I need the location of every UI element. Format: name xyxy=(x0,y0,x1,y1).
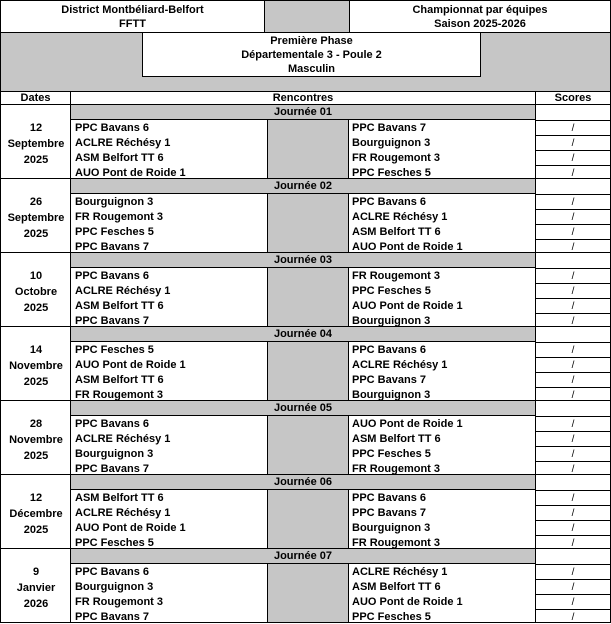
away-team: Bourguignon 3 xyxy=(352,137,431,149)
date-line: Septembre xyxy=(7,212,65,224)
scores-column-header: Scores xyxy=(535,91,611,105)
journee-label: Journée 05 xyxy=(71,401,535,416)
rencontres-cell xyxy=(70,178,536,253)
federation-name: FFTT xyxy=(119,17,146,30)
home-team: PPC Fesches 5 xyxy=(75,344,154,356)
dates-column-header: Dates xyxy=(0,91,71,105)
home-team: Bourguignon 3 xyxy=(75,581,154,593)
score-field[interactable]: / xyxy=(536,505,610,520)
away-team: Bourguignon 3 xyxy=(352,522,431,534)
header-spacer xyxy=(264,0,350,33)
scores-cell xyxy=(535,400,611,475)
rencontres-cell xyxy=(70,548,536,623)
home-team: Bourguignon 3 xyxy=(75,196,154,208)
away-team: ACLRE Réchésy 1 xyxy=(352,359,448,371)
away-team: ASM Belfort TT 6 xyxy=(352,581,441,593)
date-line: 2026 xyxy=(23,598,49,610)
away-team: FR Rougemont 3 xyxy=(352,270,440,282)
away-team: AUO Pont de Roide 1 xyxy=(352,241,463,253)
away-team: PPC Bavans 6 xyxy=(352,196,426,208)
rencontres-cell xyxy=(70,400,536,475)
date-line: Octobre xyxy=(14,286,58,298)
away-team: PPC Fesches 5 xyxy=(352,448,431,460)
score-field[interactable]: / xyxy=(536,283,610,298)
home-team: PPC Bavans 7 xyxy=(75,463,149,475)
journee-label: Journée 07 xyxy=(71,549,535,564)
journee-block xyxy=(0,178,611,253)
away-team: FR Rougemont 3 xyxy=(352,537,440,549)
scores-cell xyxy=(535,252,611,327)
away-team: PPC Bavans 6 xyxy=(352,344,426,356)
match-separator xyxy=(267,120,349,178)
home-team: AUO Pont de Roide 1 xyxy=(75,522,186,534)
date-cell xyxy=(0,178,71,253)
journee-block xyxy=(0,474,611,549)
score-field[interactable]: / xyxy=(536,239,610,254)
home-team: ACLRE Réchésy 1 xyxy=(75,137,171,149)
scores-cell xyxy=(535,548,611,623)
home-team: PPC Bavans 6 xyxy=(75,566,149,578)
journee-label: Journée 03 xyxy=(71,253,535,268)
home-team: ASM Belfort TT 6 xyxy=(75,492,164,504)
date-line: 2025 xyxy=(23,228,49,240)
journee-block xyxy=(0,400,611,475)
home-team: FR Rougemont 3 xyxy=(75,389,163,401)
home-team: AUO Pont de Roide 1 xyxy=(75,359,186,371)
date-line: 9 xyxy=(32,566,40,578)
home-team: ACLRE Réchésy 1 xyxy=(75,285,171,297)
date-line: Septembre xyxy=(7,138,65,150)
division-title: Départementale 3 - Poule 2 xyxy=(241,48,382,61)
score-field[interactable]: / xyxy=(536,461,610,476)
journee-block xyxy=(0,548,611,623)
date-line: 26 xyxy=(29,196,43,208)
score-field[interactable]: / xyxy=(536,416,610,431)
championship-header xyxy=(349,0,611,33)
match-separator xyxy=(267,416,349,474)
scores-cell xyxy=(535,104,611,179)
score-field[interactable]: / xyxy=(536,387,610,402)
district-name: District Montbéliard-Belfort xyxy=(61,3,204,16)
journee-label: Journée 01 xyxy=(71,105,535,120)
home-team: PPC Bavans 6 xyxy=(75,418,149,430)
home-team: PPC Fesches 5 xyxy=(75,537,154,549)
date-cell xyxy=(0,326,71,401)
away-team: PPC Bavans 7 xyxy=(352,374,426,386)
date-line: 2025 xyxy=(23,524,49,536)
date-line: 12 xyxy=(29,492,43,504)
date-line: 12 xyxy=(29,122,43,134)
journee-block xyxy=(0,104,611,179)
journee-label: Journée 02 xyxy=(71,179,535,194)
score-field[interactable]: / xyxy=(536,342,610,357)
date-line: 2025 xyxy=(23,154,49,166)
journee-block xyxy=(0,326,611,401)
match-separator xyxy=(267,490,349,548)
score-field[interactable]: / xyxy=(536,313,610,328)
score-field[interactable]: / xyxy=(536,609,610,624)
away-team: PPC Bavans 7 xyxy=(352,122,426,134)
journee-label: Journée 06 xyxy=(71,475,535,490)
away-team: Bourguignon 3 xyxy=(352,315,431,327)
home-team: FR Rougemont 3 xyxy=(75,596,163,608)
match-separator xyxy=(267,564,349,622)
championship-title: Championnat par équipes xyxy=(412,3,548,16)
away-team: FR Rougemont 3 xyxy=(352,463,440,475)
date-cell xyxy=(0,548,71,623)
away-team: PPC Fesches 5 xyxy=(352,285,431,297)
date-cell xyxy=(0,252,71,327)
phase-info xyxy=(142,32,481,77)
home-team: PPC Bavans 7 xyxy=(75,611,149,623)
score-field[interactable]: / xyxy=(536,165,610,180)
season-label: Saison 2025-2026 xyxy=(434,17,526,30)
home-team: PPC Bavans 6 xyxy=(75,270,149,282)
home-team: ACLRE Réchésy 1 xyxy=(75,507,171,519)
home-team: PPC Bavans 6 xyxy=(75,122,149,134)
date-line: 28 xyxy=(29,418,43,430)
category-title: Masculin xyxy=(287,62,336,75)
score-field[interactable]: / xyxy=(536,490,610,505)
score-field[interactable]: / xyxy=(536,431,610,446)
scores-cell xyxy=(535,178,611,253)
score-field[interactable]: / xyxy=(536,579,610,594)
date-cell xyxy=(0,400,71,475)
rencontres-cell xyxy=(70,252,536,327)
score-field[interactable]: / xyxy=(536,520,610,535)
score-field[interactable]: / xyxy=(536,357,610,372)
journee-label: Journée 04 xyxy=(71,327,535,342)
score-field[interactable]: / xyxy=(536,194,610,209)
date-line: Novembre xyxy=(9,360,63,372)
away-team: Bourguignon 3 xyxy=(352,389,431,401)
away-team: PPC Fesches 5 xyxy=(352,611,431,623)
district-header xyxy=(0,0,265,33)
scores-cell xyxy=(535,326,611,401)
score-field[interactable]: / xyxy=(536,209,610,224)
date-line: 10 xyxy=(29,270,43,282)
away-team: AUO Pont de Roide 1 xyxy=(352,300,463,312)
home-team: ASM Belfort TT 6 xyxy=(75,374,164,386)
phase-title: Première Phase xyxy=(270,34,353,47)
score-field[interactable]: / xyxy=(536,446,610,461)
date-line: Novembre xyxy=(9,434,63,446)
home-team: PPC Bavans 7 xyxy=(75,315,149,327)
date-line: Janvier xyxy=(16,582,56,594)
score-field[interactable]: / xyxy=(536,564,610,579)
home-team: ASM Belfort TT 6 xyxy=(75,300,164,312)
home-team: ACLRE Réchésy 1 xyxy=(75,433,171,445)
score-field[interactable]: / xyxy=(536,150,610,165)
score-field[interactable]: / xyxy=(536,120,610,135)
away-team: AUO Pont de Roide 1 xyxy=(352,418,463,430)
score-field[interactable]: / xyxy=(536,298,610,313)
score-field[interactable]: / xyxy=(536,135,610,150)
score-field[interactable]: / xyxy=(536,594,610,609)
home-team: FR Rougemont 3 xyxy=(75,211,163,223)
away-team: ASM Belfort TT 6 xyxy=(352,226,441,238)
away-team: ASM Belfort TT 6 xyxy=(352,433,441,445)
rencontres-column-header: Rencontres xyxy=(70,91,536,105)
date-cell xyxy=(0,104,71,179)
away-team: ACLRE Réchésy 1 xyxy=(352,211,448,223)
home-team: PPC Fesches 5 xyxy=(75,226,154,238)
home-team: ASM Belfort TT 6 xyxy=(75,152,164,164)
away-team: PPC Bavans 6 xyxy=(352,492,426,504)
away-team: AUO Pont de Roide 1 xyxy=(352,596,463,608)
scores-cell xyxy=(535,474,611,549)
date-cell xyxy=(0,474,71,549)
date-line: 2025 xyxy=(23,450,49,462)
score-field[interactable]: / xyxy=(536,372,610,387)
score-field[interactable]: / xyxy=(536,535,610,550)
home-team: PPC Bavans 7 xyxy=(75,241,149,253)
match-separator xyxy=(267,342,349,400)
score-field[interactable]: / xyxy=(536,224,610,239)
date-line: 14 xyxy=(29,344,43,356)
match-separator xyxy=(267,268,349,326)
away-team: ACLRE Réchésy 1 xyxy=(352,566,448,578)
away-team: PPC Bavans 7 xyxy=(352,507,426,519)
away-team: PPC Fesches 5 xyxy=(352,167,431,179)
home-team: Bourguignon 3 xyxy=(75,448,154,460)
home-team: AUO Pont de Roide 1 xyxy=(75,167,186,179)
date-line: 2025 xyxy=(23,376,49,388)
rencontres-cell xyxy=(70,104,536,179)
rencontres-cell xyxy=(70,474,536,549)
away-team: FR Rougemont 3 xyxy=(352,152,440,164)
journee-block xyxy=(0,252,611,327)
match-separator xyxy=(267,194,349,252)
rencontres-cell xyxy=(70,326,536,401)
date-line: Décembre xyxy=(9,508,63,520)
score-field[interactable]: / xyxy=(536,268,610,283)
date-line: 2025 xyxy=(23,302,49,314)
